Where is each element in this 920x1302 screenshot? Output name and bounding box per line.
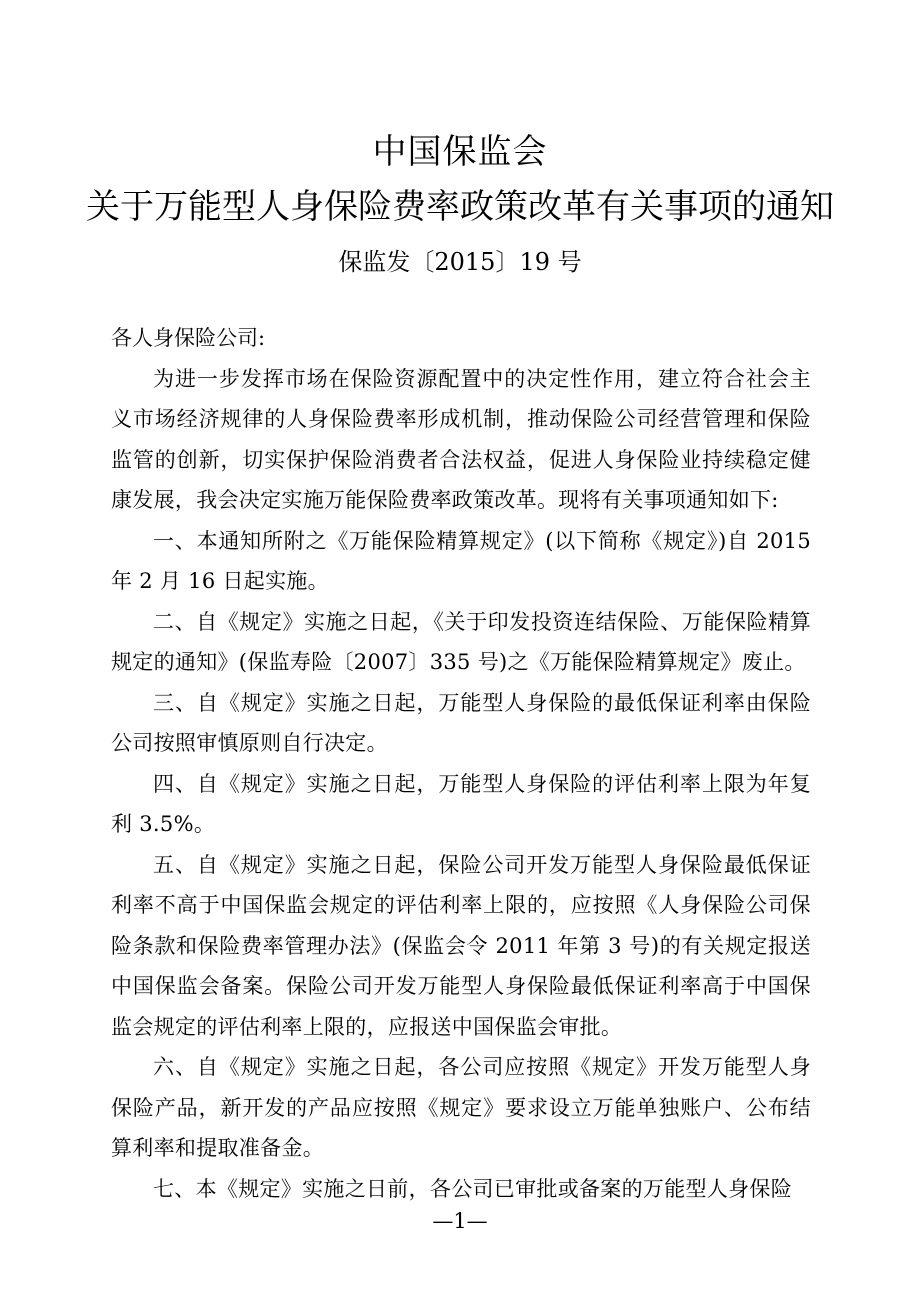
salutation: 各人身保险公司:: [111, 326, 266, 350]
paragraph-item-4: 四、自《规定》实施之日起，万能型人身保险的评估利率上限为年复利 3.5%。: [111, 771, 811, 836]
document-title: 关于万能型人身保险费率政策改革有关事项的通知: [86, 187, 834, 227]
document-number: 保监发〔2015〕19 号: [338, 248, 582, 276]
paragraph-item-6: 六、自《规定》实施之日起，各公司应按照《规定》开发万能型人身保险产品，新开发的产品应按照《规定》要求设立万能单独账户、公布结算利率和提取准备金。: [111, 1055, 811, 1160]
page-number: —1—: [432, 1209, 488, 1233]
paragraph-item-2: 二、自《规定》实施之日起，《关于印发投资连结保险、万能保险精算规定的通知》(保监寿险〔2007〕335 号)之《万能保险精算规定》废止。: [111, 609, 811, 674]
paragraph-item-7: 七、本《规定》实施之日前，各公司已审批或备案的万能型人身保险: [153, 1176, 792, 1201]
paragraph-intro: 为进一步发挥市场在保险资源配置中的决定性作用，建立符合社会主义市场经济规律的人身保险费率形成机制，推动保险公司经营管理和保险监管的创新，切实保护保险消费者合法权益，促进人身保险业持续稳定健康发展，我会决定实施万能保险费率政策改革。现将有关事项通知如下:: [111, 366, 811, 512]
paragraph-item-3: 三、自《规定》实施之日起，万能型人身保险的最低保证利率由保险公司按照审慎原则自行决定。: [111, 690, 811, 755]
paragraph-item-1: 一、本通知所附之《万能保险精算规定》(以下简称《规定》)自 2015 年 2 月 16 日起实施。: [111, 528, 811, 593]
document-body: [111, 318, 811, 1209]
document-issuer-title: 中国保监会: [372, 132, 548, 172]
paragraph-item-5: 五、自《规定》实施之日起，保险公司开发万能型人身保险最低保证利率不高于中国保监会规定的评估利率上限的，应按照《人身保险公司保险条款和保险费率管理办法》(保监会令 2011 年第 3 号)的有关规定报送中国保监会备案。保险公司开发万能型人身保险最低保证利率高于中国保监会规定的评估利率上限的，应报送中国保监会审批。: [111, 852, 811, 1039]
